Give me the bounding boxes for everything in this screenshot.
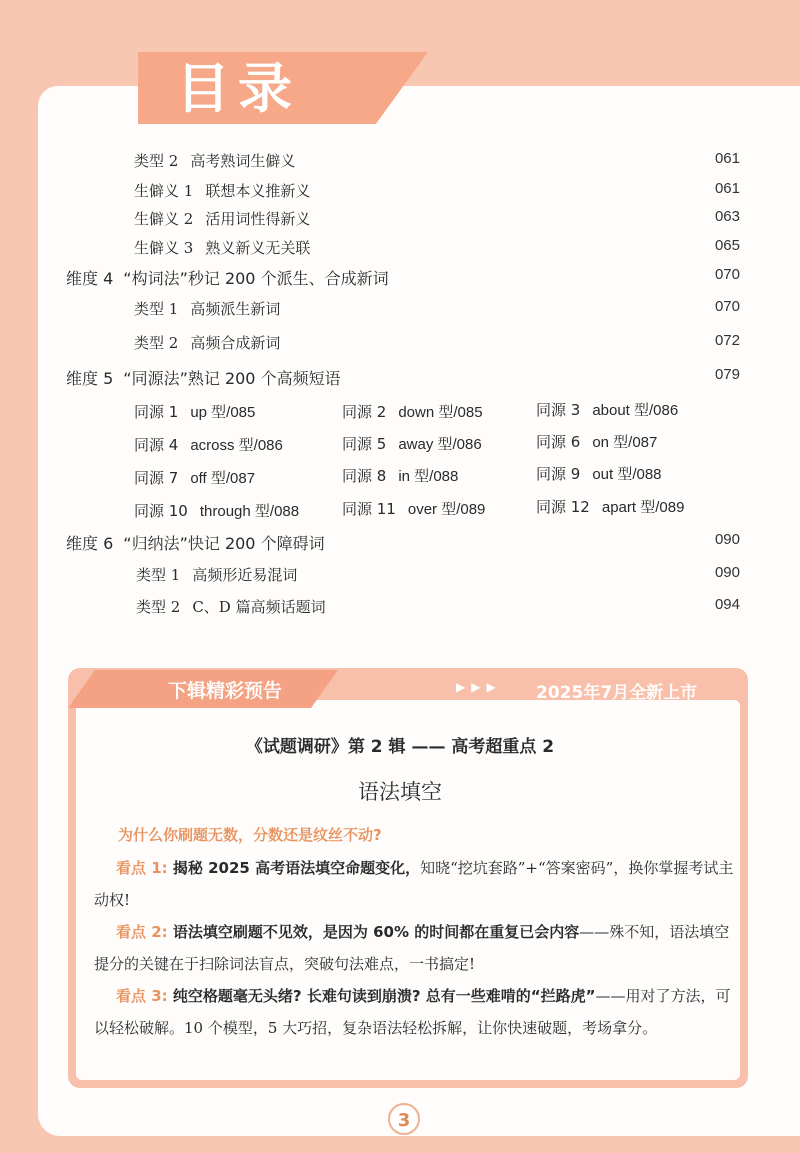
toc-label: 类型 1 bbox=[136, 566, 181, 584]
toc-item bbox=[0, 298, 800, 322]
source-entry: 同源 9 out 型/088 bbox=[536, 465, 662, 483]
source-entry: 同源 8 in 型/088 bbox=[342, 467, 459, 485]
toc-label: 生僻义 3 bbox=[134, 239, 194, 257]
toc-page: 070 bbox=[714, 266, 740, 283]
highlight-paragraph: 看点 3: 纯空格题毫无头绪? 长难句读到崩溃? 总有一些难啃的“拦路虎”——用对了方法，可以轻松破解。10 个模型，5 大巧招，复杂语法轻松拆解，让你快速破题，考场拿分。 bbox=[94, 987, 731, 1037]
source-entry: 同源 3 about 型/086 bbox=[536, 401, 679, 419]
toc-item bbox=[0, 596, 800, 620]
toc-text: “同源法”熟记 200 个高频短语 bbox=[123, 369, 341, 388]
toc-text: 高考熟词生僻义 bbox=[190, 152, 296, 170]
toc-section bbox=[0, 366, 800, 390]
toc-label: 类型 2 bbox=[136, 598, 181, 616]
toc-item bbox=[0, 332, 800, 356]
toc-page: 070 bbox=[714, 298, 740, 315]
toc-text: 熟义新义无关联 bbox=[205, 239, 311, 257]
toc-text: “构词法”秒记 200 个派生、合成新词 bbox=[123, 269, 389, 288]
toc-item bbox=[0, 237, 800, 261]
release-date: 2025年7月全新上市 bbox=[536, 683, 698, 703]
source-entry: 同源 7 off 型/087 bbox=[134, 469, 256, 487]
toc-page: 090 bbox=[714, 564, 740, 581]
topic-title: 语法填空 bbox=[358, 780, 442, 804]
toc-page: 072 bbox=[714, 332, 740, 349]
source-entry: 同源 5 away 型/086 bbox=[342, 435, 482, 453]
toc-text: 高频合成新词 bbox=[190, 334, 281, 352]
source-entry: 同源 11 over 型/089 bbox=[342, 500, 486, 518]
toc-label: 类型 2 bbox=[134, 152, 179, 170]
toc-page: 090 bbox=[714, 531, 740, 548]
source-entry: 同源 1 up 型/085 bbox=[134, 403, 256, 421]
page-title: 目录 bbox=[176, 57, 300, 120]
toc-label: 生僻义 2 bbox=[134, 210, 194, 228]
toc-page: 079 bbox=[714, 366, 740, 383]
source-entry: 同源 12 apart 型/089 bbox=[536, 498, 685, 516]
source-entry: 同源 10 through 型/088 bbox=[134, 502, 300, 520]
toc-label: 类型 2 bbox=[134, 334, 179, 352]
arrow-icon: ▶▶▶ bbox=[456, 680, 502, 694]
toc-text: “归纳法”快记 200 个障碍词 bbox=[123, 534, 325, 553]
toc-label: 维度 5 bbox=[66, 369, 114, 388]
toc-page: 094 bbox=[714, 596, 740, 613]
toc-text: 活用词性得新义 bbox=[205, 210, 311, 228]
toc-text: 高频形近易混词 bbox=[192, 566, 298, 584]
source-entry: 同源 4 across 型/086 bbox=[134, 436, 283, 454]
toc-label: 维度 6 bbox=[66, 534, 114, 553]
toc-label: 维度 4 bbox=[66, 269, 114, 288]
toc-section bbox=[0, 531, 800, 555]
toc-page: 061 bbox=[714, 150, 740, 167]
toc-item bbox=[0, 564, 800, 588]
toc-page: 061 bbox=[714, 180, 740, 197]
highlight-paragraph: 看点 2: 语法填空刷题不见效，是因为 60% 的时间都在重复已会内容——殊不知，语法填空提分的关键在于扫除词法盲点，突破句法难点，一书搞定! bbox=[94, 923, 730, 973]
toc-text: 联想本义推新义 bbox=[205, 182, 311, 200]
toc-label: 类型 1 bbox=[134, 300, 179, 318]
page-number: 3 bbox=[388, 1103, 420, 1135]
highlight-paragraph: 看点 1: 揭秘 2025 高考语法填空命题变化，知晓“挖坑套路”+“答案密码”，换你掌握考试主动权! bbox=[94, 859, 734, 909]
toc-item bbox=[0, 208, 800, 232]
toc-label: 生僻义 1 bbox=[134, 182, 194, 200]
preview-tab-label: 下辑精彩预告 bbox=[168, 680, 283, 702]
source-entry: 同源 2 down 型/085 bbox=[342, 403, 483, 421]
toc-section bbox=[0, 266, 800, 290]
toc-item bbox=[0, 180, 800, 204]
series-title: 《试题调研》第 2 辑 —— 高考超重点 2 bbox=[245, 737, 555, 757]
toc-text: C、D 篇高频话题词 bbox=[192, 598, 326, 616]
toc-text: 高频派生新词 bbox=[190, 300, 281, 318]
source-entry: 同源 6 on 型/087 bbox=[536, 433, 658, 451]
preview-question: 为什么你刷题无数，分数还是纹丝不动? bbox=[118, 826, 382, 844]
toc-page: 065 bbox=[714, 237, 740, 254]
toc-item bbox=[0, 150, 800, 174]
toc-page: 063 bbox=[714, 208, 740, 225]
